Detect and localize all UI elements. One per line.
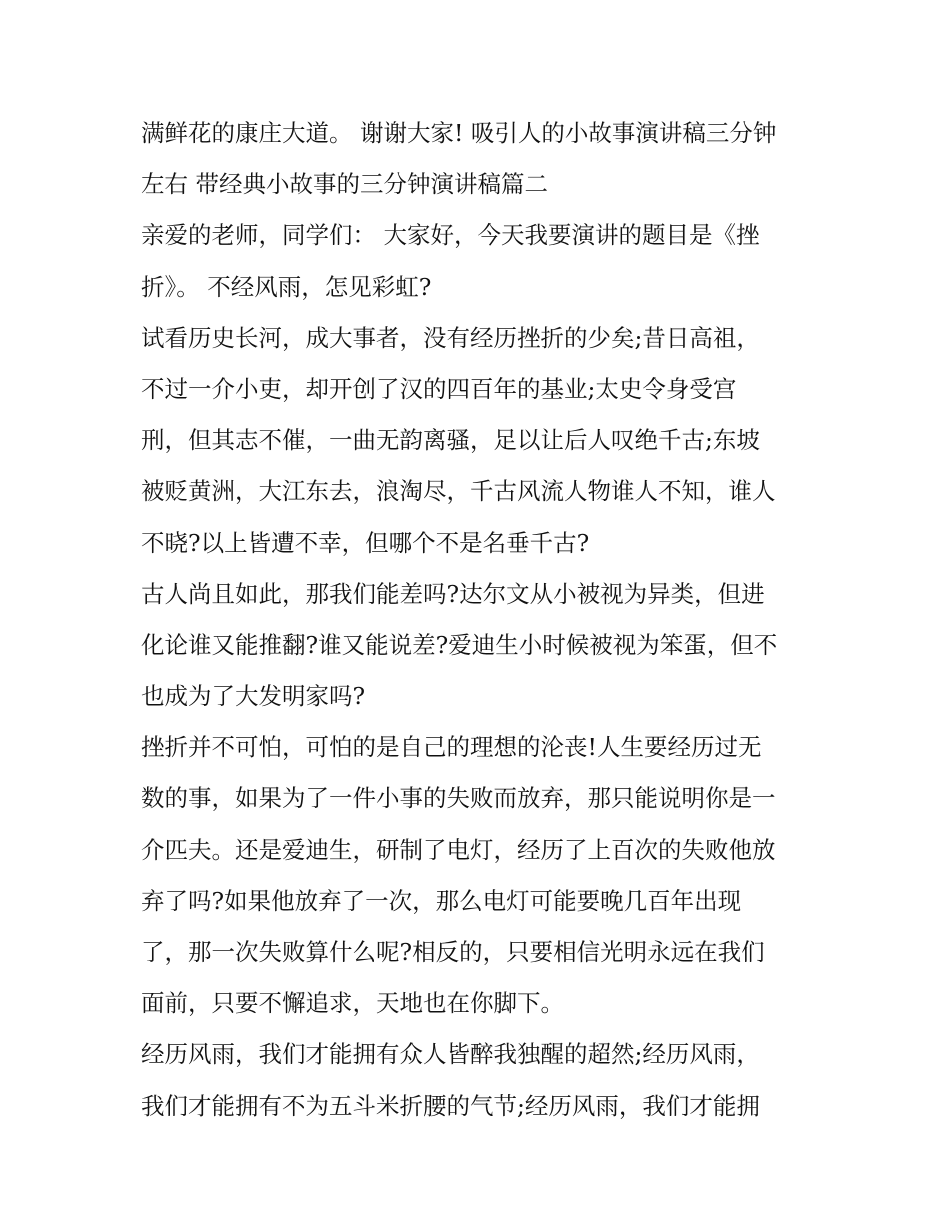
text-line: 挫折并不可怕，可怕的是自己的理想的沦丧!人生要经历过无 [141,733,762,762]
text-line: 左右 带经典小故事的三分钟演讲稿篇二 [141,170,548,199]
text-line: 也成为了大发明家吗? [141,682,366,711]
text-line: 面前，只要不懈追求，天地也在你脚下。 [141,989,564,1018]
text-line: 满鲜花的康庄大道。 谢谢大家! 吸引人的小故事演讲稿三分钟 [141,119,777,147]
text-line: 不过一介小吏，却开创了汉的四百年的基业;太史令身受宫 [141,374,737,403]
text-line: 弃了吗?如果他放弃了一次，那么电灯可能要晚几百年出现 [141,886,742,915]
text-line: 刑，但其志不催，一曲无韵离骚，足以让后人叹绝千古;东坡 [141,426,760,455]
text-line: 不晓?以上皆遭不幸，但哪个不是名垂千古? [141,528,590,557]
text-line: 古人尚且如此，那我们能差吗?达尔文从小被视为异类，但进 [141,579,765,608]
text-line: 经历风雨，我们才能拥有众人皆醉我独醒的超然;经历风雨， [141,1040,760,1069]
text-line: 数的事，如果为了一件小事的失败而放弃，那只能说明你是一 [141,784,776,813]
text-line: 折》。 不经风雨，怎见彩虹? [141,272,432,301]
text-line: 化论谁又能推翻?谁又能说差?爱迪生小时候被视为笨蛋，但不 [141,630,778,659]
text-line: 被贬黄洲，大江东去，浪淘尽，千古风流人物谁人不知，谁人 [141,477,776,506]
text-line: 试看历史长河，成大事者，没有经历挫折的少矣;昔日高祖， [141,323,760,352]
text-line: 介匹夫。还是爱迪生，研制了电灯，经历了上百次的失败他放 [141,835,776,864]
text-line: 我们才能拥有不为五斗米折腰的气节;经历风雨，我们才能拥 [141,1091,760,1120]
text-line: 亲爱的老师，同学们： 大家好，今天我要演讲的题目是《挫 [141,221,760,250]
text-line: 了，那一次失败算什么呢?相反的，只要相信光明永远在我们 [141,938,765,966]
document-body [141,108,831,1132]
